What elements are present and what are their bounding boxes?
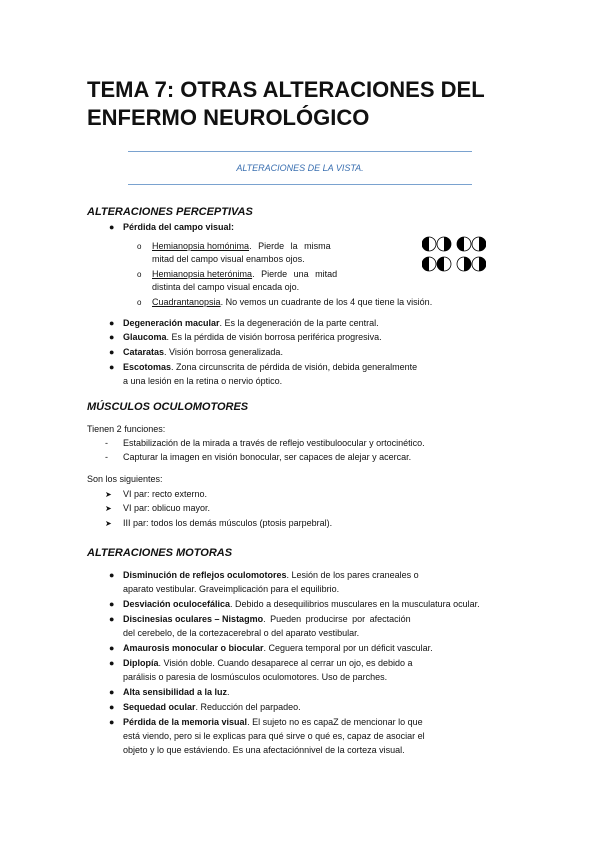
desc-alta-sensibilidad: .: [227, 687, 230, 697]
desc-cuadrantanopsia: . No vemos un cuadrante de los 4 que tiene la visión.: [220, 297, 433, 307]
desc-diplopia: . Visión doble. Cuando desaparece al cerrar un ojo, es debido a: [158, 658, 413, 668]
bullet-icon: ●: [109, 702, 115, 712]
page-title: TEMA 7: OTRAS ALTERACIONES DEL ENFERMO NEUROLÓGICO: [87, 77, 485, 130]
desc-escotomas: . Zona circunscrita de pérdida de visión, debida generalmente: [171, 362, 418, 372]
musculo-3: III par: todos los demás músculos (ptosis parpebral).: [123, 518, 333, 528]
campo-visual-title: Pérdida del campo visual:: [123, 222, 235, 232]
visual-field-diagram-icon: [422, 236, 486, 277]
bullet-icon: ●: [109, 222, 115, 232]
desc-amaurosis: . Ceguera temporal por un déficit vascular.: [263, 643, 433, 653]
motora-item-3-cont: del cerebelo, de la cortezacerebral o del aparato vestibular.: [123, 628, 360, 638]
funciones-intro: Tienen 2 funciones:: [87, 424, 166, 434]
motora-item-4: [123, 642, 433, 655]
term-hemianopsia-homonima: Hemianopsia homónima: [152, 241, 250, 251]
motora-item-5: [123, 657, 413, 670]
term-cataratas: Cataratas: [123, 347, 165, 357]
motora-item-7: [123, 701, 301, 714]
bullet-icon: ●: [109, 362, 115, 372]
bullet-icon: ●: [109, 332, 115, 342]
desc-glaucoma: . Es la pérdida de visión borrosa periférica progresiva.: [166, 332, 382, 342]
musculos-intro: Son los siguientes:: [87, 474, 163, 484]
motora-item-1: [123, 569, 419, 582]
item-glaucoma: [123, 331, 382, 344]
desc-disminucion-reflejos: . Lesión de los pares craneales o: [286, 570, 419, 580]
desc-degeneracion-macular: . Es la degeneración de la parte central.: [219, 318, 379, 328]
sub-bullet-icon: o: [137, 298, 142, 307]
desc-hemianopsia-heteronima: . Pierde una mitad: [252, 269, 338, 279]
divider-top: [128, 151, 472, 152]
term-cuadrantanopsia: Cuadrantanopsia: [152, 297, 221, 307]
homonymous-row: [422, 237, 486, 251]
bullet-icon: ●: [109, 643, 115, 653]
desc-cataratas: . Visión borrosa generalizada.: [164, 347, 283, 357]
desc-discinesias-oculares: . Pueden producirse por afectación: [263, 614, 411, 624]
item-degeneracion-macular: [123, 317, 379, 330]
motora-item-8-cont-1: está viendo, pero si le explicas para qué sirve o qué es, capaz de asociar el: [123, 731, 425, 741]
bullet-icon: ●: [109, 658, 115, 668]
funcion-2: Capturar la imagen en visión bonocular, ser capaces de alejar y acercar.: [123, 452, 412, 462]
dash-icon: -: [105, 452, 108, 462]
term-hemianopsia-heteronima: Hemianopsia heterónima: [152, 269, 253, 279]
motora-item-1-cont: aparato vestibular. Graveimplicación para el equilibrio.: [123, 584, 340, 594]
visual-field-diagram: [422, 236, 486, 272]
term-degeneracion-macular: Degeneración macular: [123, 318, 220, 328]
motora-item-5-cont: parálisis o paresia de losmúsculos oculomotores. Uso de parches.: [123, 672, 388, 682]
divider-bottom: [128, 184, 472, 185]
motora-item-2: [123, 598, 480, 611]
musculo-2: VI par: oblicuo mayor.: [123, 503, 211, 513]
heading-musculos-oculomotores: MÚSCULOS OCULOMOTORES: [87, 401, 249, 413]
motora-item-3: [123, 613, 411, 626]
term-amaurosis: Amaurosis monocular o biocular: [123, 643, 264, 653]
item-hemianopsia-homonima: [152, 240, 331, 253]
term-glaucoma: Glaucoma: [123, 332, 167, 342]
bullet-icon: ●: [109, 570, 115, 580]
sub-bullet-icon: o: [137, 270, 142, 279]
item-escotomas-cont: a una lesión en la retina o nervio óptico.: [123, 376, 283, 386]
arrowhead-icon: ➤: [105, 504, 112, 513]
item-escotomas: [123, 361, 417, 374]
dash-icon: -: [105, 438, 108, 448]
desc-hemianopsia-homonima: . Pierde la misma: [249, 241, 331, 251]
item-hemianopsia-homonima-cont: mitad del campo visual enambos ojos.: [152, 254, 305, 264]
bullet-icon: ●: [109, 717, 115, 727]
term-disminucion-reflejos: Disminución de reflejos oculomotores: [123, 570, 287, 580]
desc-sequedad-ocular: . Reducción del parpadeo.: [195, 702, 301, 712]
motora-item-8: [123, 716, 423, 729]
desc-desviacion-oculocefalica: . Debido a desequilibrios musculares en la musculatura ocular.: [230, 599, 480, 609]
bullet-icon: ●: [109, 318, 115, 328]
sub-bullet-icon: o: [137, 242, 142, 251]
term-perdida-memoria-visual: Pérdida de la memoria visual: [123, 717, 248, 727]
musculo-1: VI par: recto externo.: [123, 489, 208, 499]
term-diplopia: Diplopía: [123, 658, 159, 668]
arrowhead-icon: ➤: [105, 490, 112, 499]
term-escotomas: Escotomas: [123, 362, 172, 372]
item-hemianopsia-heteronima: [152, 268, 337, 281]
term-desviacion-oculocefalica: Desviación oculocefálica: [123, 599, 231, 609]
bullet-icon: ●: [109, 687, 115, 697]
section-subtitle: ALTERACIONES DE LA VISTA.: [236, 163, 364, 173]
desc-perdida-memoria-visual: . El sujeto no es capaZ de mencionar lo que: [247, 717, 423, 727]
term-sequedad-ocular: Sequedad ocular: [123, 702, 196, 712]
term-discinesias-oculares: Discinesias oculares – Nistagmo: [123, 614, 264, 624]
term-alta-sensibilidad: Alta sensibilidad a la luz: [123, 687, 228, 697]
funcion-1: Estabilización de la mirada a través de reflejo vestibuloocular y ortocinético.: [123, 438, 425, 448]
heading-alteraciones-motoras: ALTERACIONES MOTORAS: [87, 547, 233, 559]
arrowhead-icon: ➤: [105, 519, 112, 528]
bullet-icon: ●: [109, 599, 115, 609]
heteronymous-row: [422, 257, 486, 271]
bullet-icon: ●: [109, 347, 115, 357]
item-cataratas: [123, 346, 283, 359]
motora-item-8-cont-2: objeto y lo que estáviendo. Es una afectaciónnivel de la corteza visual.: [123, 745, 405, 755]
item-hemianopsia-heteronima-cont: distinta del campo visual encada ojo.: [152, 282, 300, 292]
bullet-icon: ●: [109, 614, 115, 624]
item-cuadrantanopsia: [152, 296, 432, 309]
motora-item-6: [123, 686, 230, 699]
heading-alteraciones-perceptivas: ALTERACIONES PERCEPTIVAS: [87, 206, 253, 218]
